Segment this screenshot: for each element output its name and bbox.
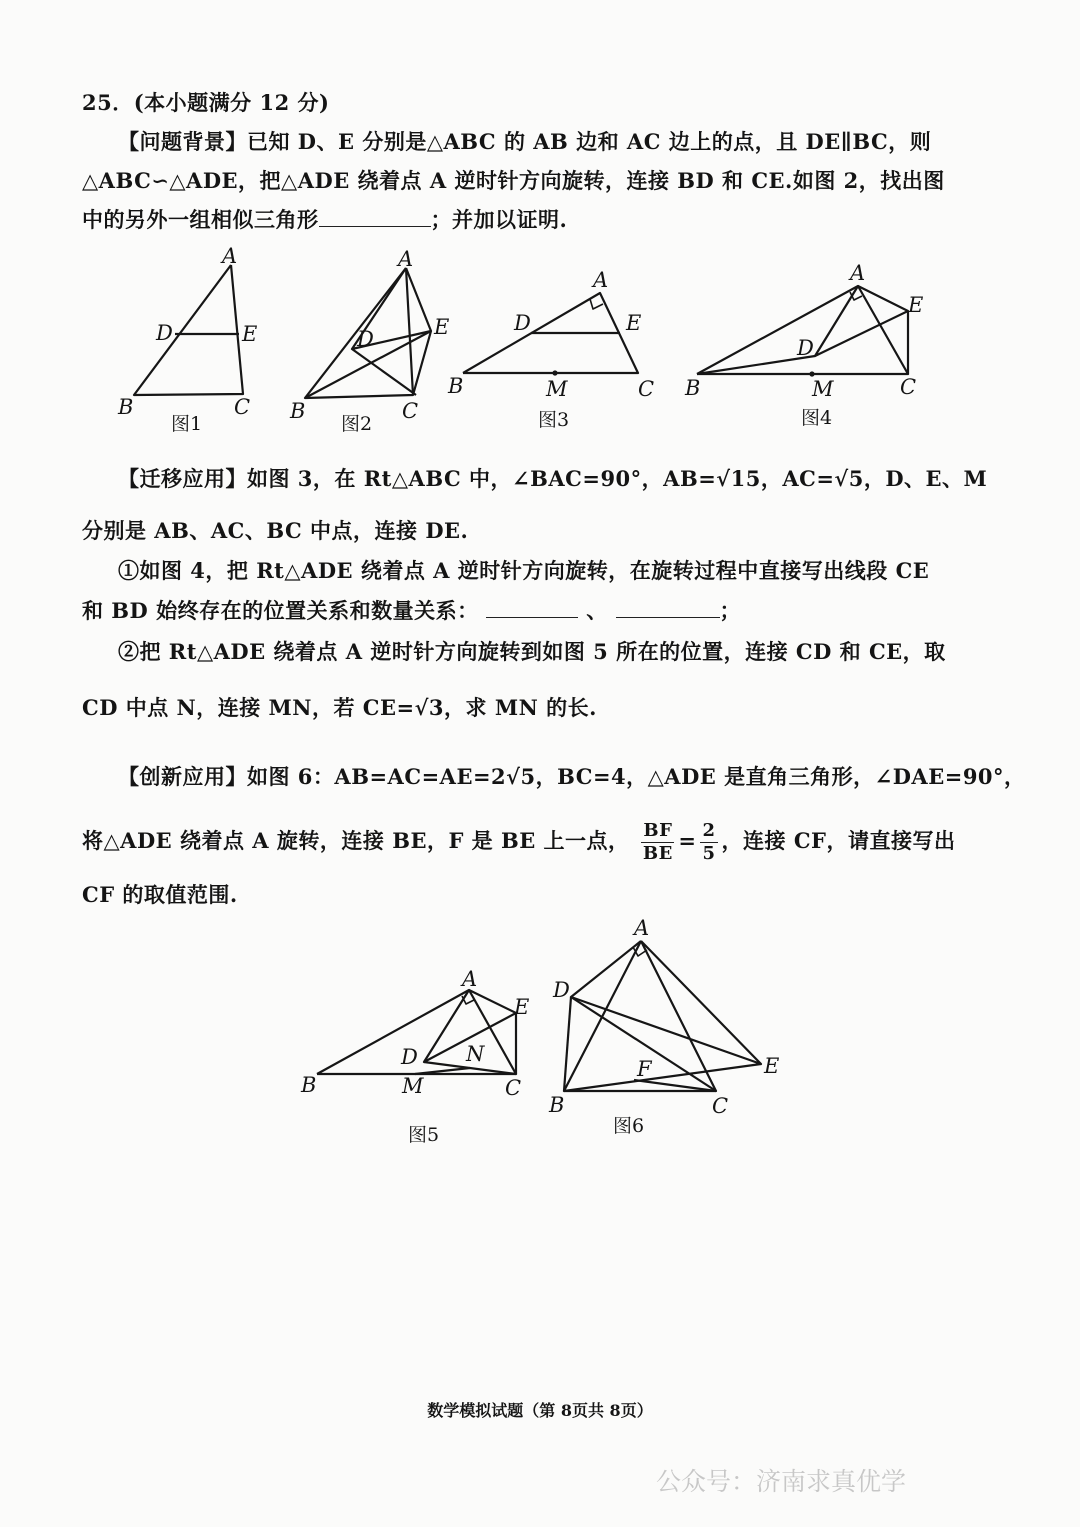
fig2-label-c: C [402, 399, 419, 423]
fig2-label-d: D [357, 327, 374, 351]
fig3-caption: 图3 [538, 409, 570, 431]
fig6-label-f: F [637, 1057, 652, 1081]
fig3-label-e: E [626, 311, 642, 335]
transfer-line-1: 【迁移应用】如图 3，在 Rt△ABC 中，∠BAC=90°，AB=√15，AC=√5，D、E、M [118, 466, 988, 491]
fig5-label-e: E [514, 995, 530, 1019]
watermark: 公众号：济南求真优学 [656, 1467, 907, 1496]
fig2-caption: 图2 [341, 413, 373, 435]
fig4-caption: 图4 [801, 407, 833, 429]
fig1-label-e: E [242, 322, 258, 346]
fraction-equals: = [678, 828, 697, 853]
innovation-line-2-text: 将△ADE 绕着点 A 旋转，连接 BE，F 是 BE 上一点， [82, 828, 630, 853]
fig4-label-d: D [797, 336, 814, 360]
fig4-label-a: A [850, 261, 866, 285]
innovation-line-1: 【创新应用】如图 6：AB=AC=AE=2√5，BC=4，△ADE 是直角三角形，∠DAE=90°， [118, 764, 1026, 789]
part2-line-1: ②把 Rt△ADE 绕着点 A 逆时针方向旋转到如图 5 所在的位置，连接 CD 和 CE，取 [118, 639, 946, 664]
fig1-label-c: C [234, 395, 251, 419]
fig6-label-d: D [553, 978, 570, 1002]
fig1-label-d: D [156, 321, 173, 345]
transfer-line-2: 分别是 AB、AC、BC 中点，连接 DE. [82, 518, 469, 543]
fig1-caption: 图1 [171, 413, 203, 435]
figure-5 [300, 967, 529, 1146]
fig5-label-n: N [466, 1042, 485, 1066]
figure-1 [117, 244, 257, 435]
fig5-label-a: A [462, 967, 478, 991]
background-line-3-text: 中的另外一组相似三角形 [82, 207, 319, 232]
part1-line-1: ①如图 4，把 Rt△ADE 绕着点 A 逆时针方向旋转，在旋转过程中直接写出线段 CE [118, 558, 930, 583]
fig2-label-a: A [398, 247, 414, 271]
fig6-label-a: A [634, 916, 650, 940]
figure-6 [548, 916, 779, 1137]
fig4-label-m: M [812, 377, 834, 401]
fig4-label-c: C [900, 375, 917, 399]
fig3-label-d: D [514, 311, 531, 335]
part1-line-2-text: 和 BD 始终存在的位置关系和数量关系： [82, 598, 479, 623]
fig1-label-b: B [118, 395, 134, 419]
innovation-line-2-tail: ，连接 CF，请直接写出 [721, 828, 956, 853]
fig4-label-e: E [908, 293, 924, 317]
fig5-label-b: B [301, 1073, 317, 1097]
figure-2 [289, 247, 449, 435]
figure-4 [684, 261, 923, 429]
part1-separator: 、 [586, 598, 608, 623]
fig3-label-a: A [593, 268, 609, 292]
background-line-3-tail: ；并加以证明. [430, 207, 568, 232]
fig5-label-m: M [402, 1074, 424, 1098]
fig5-caption: 图5 [408, 1124, 440, 1146]
page-footer: 数学模拟试题（第 8页共 8页） [427, 1401, 653, 1420]
fig3-label-b: B [448, 374, 464, 398]
fig3-label-m: M [546, 377, 568, 401]
fig6-caption: 图6 [613, 1115, 645, 1137]
fraction-bf-be: $\frac{BF}{BE}$ [642, 820, 673, 864]
fig3-label-c: C [638, 377, 655, 401]
innovation-line-3: CF 的取值范围. [82, 882, 238, 907]
fig5-label-c: C [505, 1076, 522, 1100]
part1-line-2-tail: ； [719, 598, 742, 623]
background-line-1: 【问题背景】已知 D、E 分别是△ABC 的 AB 边和 AC 边上的点，且 DE∥BC，则 [118, 129, 932, 154]
question-heading: 25．(本小题满分 12 分) [82, 90, 330, 115]
figure-3 [447, 268, 654, 431]
fraction-two-fifths: $\frac{2}{5}$ [702, 820, 716, 864]
fig6-label-b: B [549, 1093, 565, 1117]
fig2-label-b: B [290, 399, 306, 423]
part2-line-2: CD 中点 N，连接 MN，若 CE=√3，求 MN 的长. [82, 695, 597, 720]
fig6-label-e: E [764, 1054, 780, 1078]
fig4-label-b: B [685, 376, 701, 400]
fig2-label-e: E [434, 315, 450, 339]
fig5-label-d: D [401, 1045, 418, 1069]
background-line-2: △ABC∽△ADE，把△ADE 绕着点 A 逆时针方向旋转，连接 BD 和 CE.如图 2，找出图 [82, 168, 945, 193]
fig6-label-c: C [712, 1094, 729, 1118]
fig1-label-a: A [222, 244, 238, 268]
